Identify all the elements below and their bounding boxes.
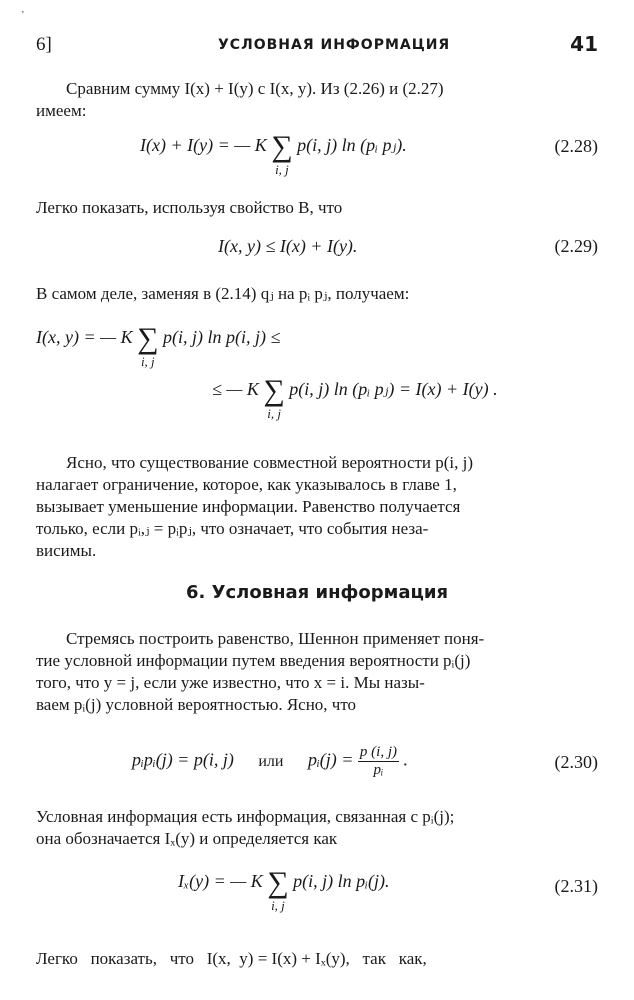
- page-number: 41: [570, 32, 598, 56]
- equation-long-line-2: [212, 374, 498, 421]
- fraction: $\frac{p (i, j)}{\text{pᵢ}}$: [359, 744, 397, 778]
- paragraph-5-line-1: Стремясь построить равенство, Шеннон применяет поня-: [66, 629, 485, 648]
- paragraph-6-line-2: она обозначается Iₓ(y) и определяется как: [36, 829, 338, 848]
- eq-2-30-mid: pᵢ(j) =: [307, 749, 354, 770]
- equation-number-2-30: (2.30): [554, 752, 598, 772]
- paragraph-4-line-5: висимы.: [36, 541, 97, 560]
- paragraph-5-line-3: того, что y = j, если уже известно, что x = i. Мы назы-: [36, 673, 425, 692]
- paragraph-7: Легко показать, что I(x, y) = I(x) + Iₓ(y), так как,: [36, 949, 427, 968]
- eq-long1-right: p(i, j) ln p(i, j) ≤: [163, 327, 281, 348]
- paragraph-6-line-1: Условная информация есть информация, связанная с pᵢ(j);: [36, 807, 455, 826]
- paragraph-3: В самом деле, заменяя в (2.14) qⱼ на pᵢ pⱼ, получаем:: [36, 284, 410, 303]
- paragraph-2: Легко показать, используя свойство B, что: [36, 198, 343, 217]
- paragraph-5-line-2: тие условной информации путем введения вероятности pᵢ(j): [36, 651, 471, 670]
- equation-2-31: [178, 866, 390, 913]
- sum-symbol: ∑ i, j: [263, 374, 285, 421]
- running-title: УСЛОВНАЯ ИНФОРМАЦИЯ: [218, 37, 451, 53]
- equation-number-2-29: (2.29): [554, 236, 598, 256]
- equation-long-line-1: [36, 322, 281, 369]
- paragraph-5-line-4: ваем pᵢ(j) условной вероятностью. Ясно, что: [36, 695, 357, 714]
- paragraph-4-line-2: налагает ограничение, которое, как указывалось в главе 1,: [36, 475, 457, 494]
- eq-long2-right: p(i, j) ln (pᵢ pⱼ) = I(x) + I(y) .: [289, 379, 498, 400]
- eq-long2-left: ≤ — K: [212, 379, 259, 400]
- eq-2-30-or: или: [258, 752, 284, 770]
- eq-2-28-left: I(x) + I(y) = — K: [140, 135, 267, 156]
- equation-2-29: I(x, y) ≤ I(x) + I(y).: [218, 236, 358, 256]
- sum-symbol: ∑ i, j: [267, 866, 289, 913]
- eq-2-31-left: Iₓ(y) = — K: [178, 871, 263, 892]
- section-heading: 6. Условная информация: [185, 582, 449, 603]
- equation-number-2-31: (2.31): [554, 876, 598, 896]
- paragraph-4-line-1: Ясно, что существование совместной вероятности p(i, j): [66, 453, 474, 472]
- eq-long1-left: I(x, y) = — K: [36, 327, 133, 348]
- paragraph-4-line-4: только, если pᵢ,ⱼ = pᵢpⱼ, что означает, что события неза-: [36, 519, 429, 538]
- eq-2-28-right: p(i, j) ln (pᵢ pⱼ).: [297, 135, 407, 156]
- paragraph-4-line-3: вызывает уменьшение информации. Равенство получается: [36, 497, 461, 516]
- section-marker: 6]: [36, 34, 52, 55]
- equation-2-28: [140, 130, 407, 177]
- sum-symbol: ∑ i, j: [137, 322, 159, 369]
- eq-2-31-right: p(i, j) ln pᵢ(j).: [293, 871, 390, 892]
- paragraph-1-line-1: Сравним сумму I(x) + I(y) с I(x, y). Из (2.26) и (2.27): [66, 79, 444, 98]
- eq-2-30-left: pᵢpᵢ(j) = p(i, j): [132, 749, 234, 770]
- margin-mark: ': [22, 10, 24, 21]
- equation-2-30: pᵢpᵢ(j) = p(i, j) или pᵢ(j) = $\frac{p (i, j)}{\text{pᵢ}}$ .: [132, 744, 408, 778]
- equation-number-2-28: (2.28): [554, 136, 598, 156]
- paragraph-1-line-2: имеем:: [36, 101, 87, 120]
- sum-symbol: ∑ i, j: [271, 130, 293, 177]
